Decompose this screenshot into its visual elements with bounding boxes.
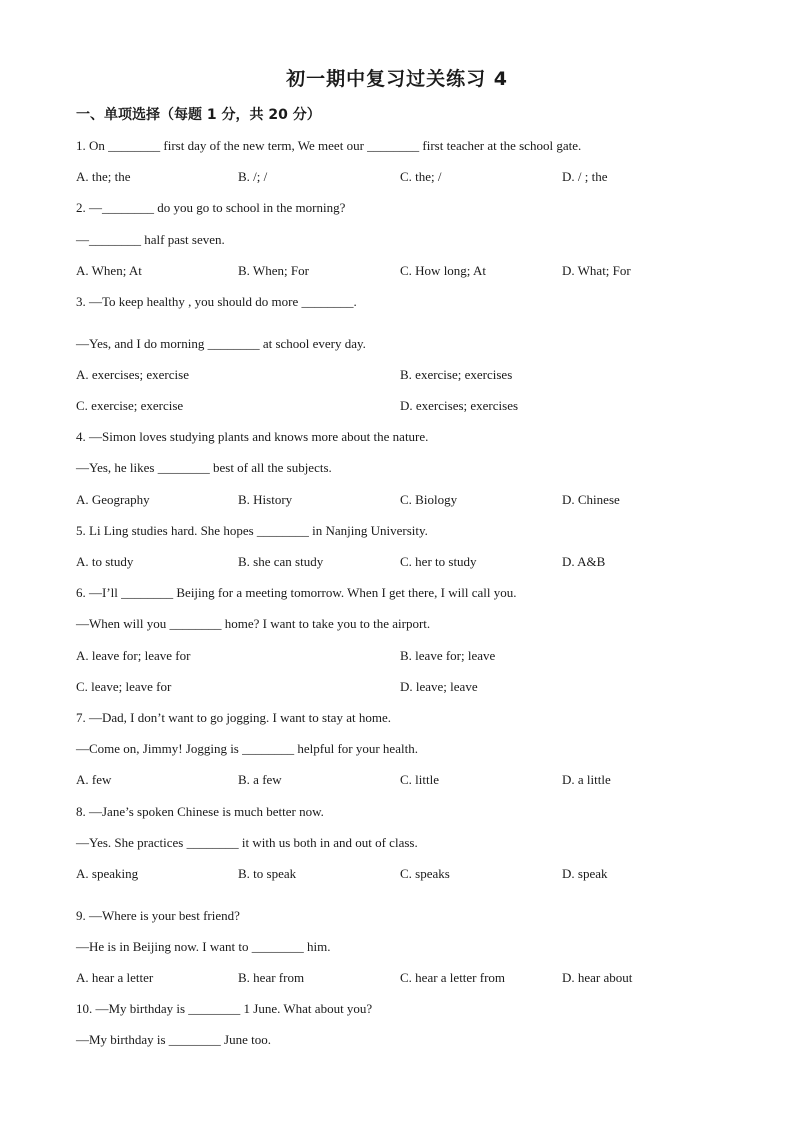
question-1-stem: 1. On ________ first day of the new term, We meet our ________ first teacher at the school gate. bbox=[76, 138, 582, 153]
question-4-option-c: C. Biology bbox=[400, 492, 458, 507]
question-4-stem: 4. —Simon loves studying plants and knows more about the nature. bbox=[76, 429, 429, 444]
section-heading: 一、单项选择（每题 1 分，共 20 分） bbox=[76, 107, 321, 123]
question-7-reply: —Come on, Jimmy! Jogging is ________ helpful for your health. bbox=[76, 741, 418, 756]
question-3-option-a: A. exercises; exercise bbox=[76, 367, 189, 382]
question-10-stem: 10. —My birthday is ________ 1 June. What about you? bbox=[76, 1001, 373, 1016]
question-8-option-d: D. speak bbox=[562, 866, 608, 881]
page-title: 初一期中复习过关练习 4 bbox=[286, 68, 508, 90]
question-7-option-b: B. a few bbox=[238, 772, 282, 787]
question-6-option-a: A. leave for; leave for bbox=[76, 648, 191, 663]
question-5-stem: 5. Li Ling studies hard. She hopes ________ in Nanjing University. bbox=[76, 523, 428, 538]
question-2-option-b: B. When; For bbox=[238, 263, 309, 278]
question-7-option-a: A. few bbox=[76, 772, 112, 787]
question-10-reply: —My birthday is ________ June too. bbox=[76, 1032, 271, 1047]
question-5-option-c: C. her to study bbox=[400, 554, 477, 569]
question-6-reply: —When will you ________ home? I want to take you to the airport. bbox=[76, 616, 431, 631]
question-7-option-d: D. a little bbox=[562, 772, 611, 787]
question-2-option-a: A. When; At bbox=[76, 263, 142, 278]
question-9-reply: —He is in Beijing now. I want to ________ him. bbox=[76, 939, 331, 954]
question-3-option-c: C. exercise; exercise bbox=[76, 398, 184, 413]
question-1-option-d: D. / ; the bbox=[562, 169, 608, 184]
question-1-option-b: B. /; / bbox=[238, 169, 268, 184]
question-1-option-c: C. the; / bbox=[400, 169, 442, 184]
question-3-option-d: D. exercises; exercises bbox=[400, 398, 519, 413]
question-2-reply: —________ half past seven. bbox=[76, 232, 225, 247]
question-8-option-b: B. to speak bbox=[238, 866, 297, 881]
question-4-option-b: B. History bbox=[238, 492, 293, 507]
question-8-option-c: C. speaks bbox=[400, 866, 450, 881]
question-3-reply: —Yes, and I do morning ________ at school every day. bbox=[76, 336, 366, 351]
question-2-option-d: D. What; For bbox=[562, 263, 631, 278]
question-2-stem: 2. —________ do you go to school in the morning? bbox=[76, 200, 346, 215]
question-8-reply: —Yes. She practices ________ it with us both in and out of class. bbox=[76, 835, 418, 850]
question-9-option-a: A. hear a letter bbox=[76, 970, 154, 985]
question-4-reply: —Yes, he likes ________ best of all the subjects. bbox=[76, 460, 332, 475]
question-5-option-d: D. A&B bbox=[562, 554, 606, 569]
question-9-option-d: D. hear about bbox=[562, 970, 633, 985]
question-4-option-d: D. Chinese bbox=[562, 492, 620, 507]
question-6-option-b: B. leave for; leave bbox=[400, 648, 496, 663]
question-9-option-b: B. hear from bbox=[238, 970, 305, 985]
question-3-stem: 3. —To keep healthy , you should do more ________. bbox=[76, 294, 357, 309]
question-5-option-b: B. she can study bbox=[238, 554, 324, 569]
question-1-option-a: A. the; the bbox=[76, 169, 131, 184]
question-2-option-c: C. How long; At bbox=[400, 263, 486, 278]
question-9-option-c: C. hear a letter from bbox=[400, 970, 506, 985]
question-6-option-c: C. leave; leave for bbox=[76, 679, 172, 694]
question-3-option-b: B. exercise; exercises bbox=[400, 367, 513, 382]
question-6-option-d: D. leave; leave bbox=[400, 679, 478, 694]
question-4-option-a: A. Geography bbox=[76, 492, 150, 507]
question-8-stem: 8. —Jane’s spoken Chinese is much better now. bbox=[76, 804, 324, 819]
question-7-stem: 7. —Dad, I don’t want to go jogging. I want to stay at home. bbox=[76, 710, 391, 725]
question-8-option-a: A. speaking bbox=[76, 866, 139, 881]
question-9-stem: 9. —Where is your best friend? bbox=[76, 908, 240, 923]
question-5-option-a: A. to study bbox=[76, 554, 134, 569]
question-7-option-c: C. little bbox=[400, 772, 439, 787]
question-6-stem: 6. —I’ll ________ Beijing for a meeting tomorrow. When I get there, I will call you. bbox=[76, 585, 517, 600]
